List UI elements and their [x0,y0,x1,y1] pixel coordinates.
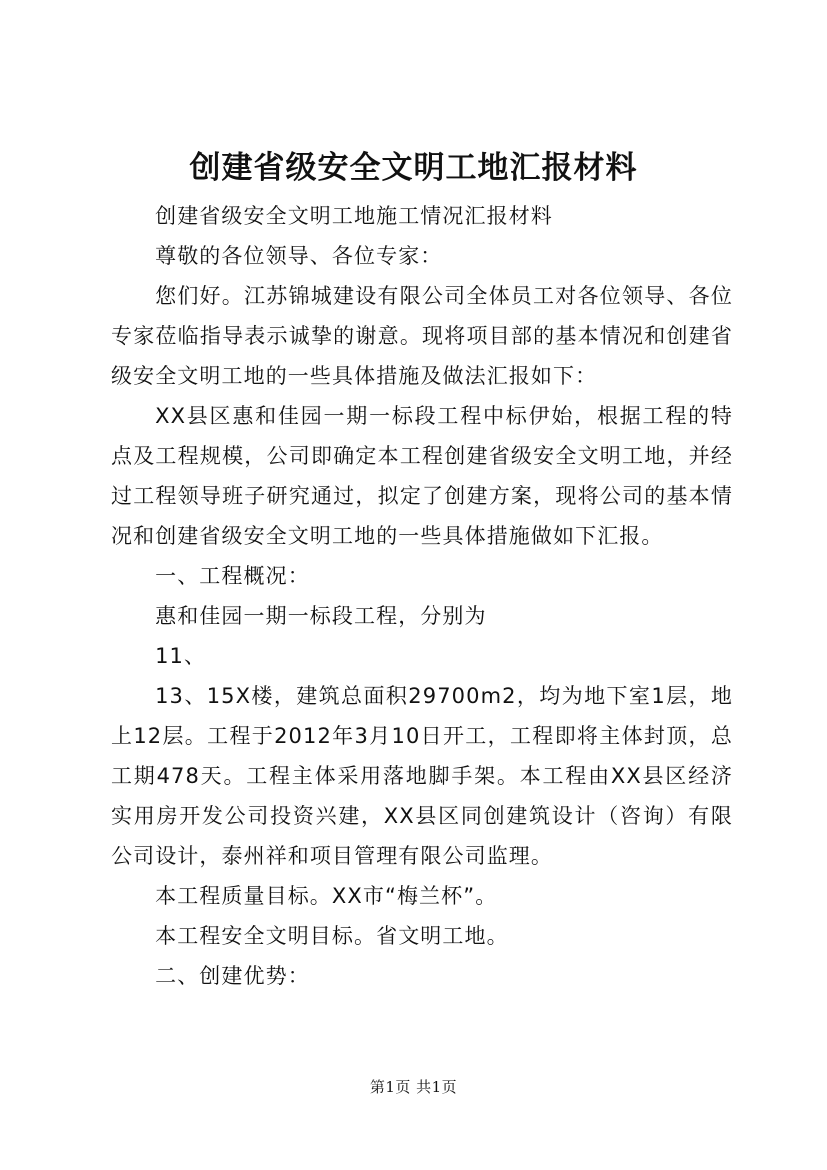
document-body [111,196,733,996]
paragraph-project: 惠和佳园一期一标段工程，分别为 [155,604,487,628]
section-heading-overview: 一、工程概况： [155,564,310,588]
paragraph-salutation: 尊敬的各位领导、各位专家： [155,244,443,268]
paragraph-building-details: 13、15X楼，建筑总面积29700m2，均为地下室1层，地上12层。工程于2012年3月10日开工，工程即将主体封顶，总工期478天。工程主体采用落地脚手架。本工程由XX县区经济实用房开发公司投资兴建，XX县区同创建筑设计（咨询）有限公司设计，泰州祥和项目管理有限公司监理。 [111,684,733,868]
paragraph-quality-goal: 本工程质量目标。XX市“梅兰杯”。 [155,884,498,908]
paragraph-subtitle: 创建省级安全文明工地施工情况汇报材料 [155,204,553,228]
document-title: 创建省级安全文明工地汇报材料 [189,150,638,186]
section-heading-advantages: 二、创建优势： [155,964,310,988]
paragraph-greeting: 您们好。江苏锦城建设有限公司全体员工对各位领导、各位专家莅临指导表示诚挚的谢意。现将项目部的基本情况和创建省级安全文明工地的一些具体措施及做法汇报如下： [111,284,733,388]
page-number: 第1页 共1页 [369,1078,458,1096]
paragraph-building-number: 11、 [155,644,207,668]
paragraph-safety-goal: 本工程安全文明目标。省文明工地。 [155,924,509,948]
paragraph-intro: XX县区惠和佳园一期一标段工程中标伊始，根据工程的特点及工程规模，公司即确定本工程创建省级安全文明工地，并经过工程领导班子研究通过，拟定了创建方案，现将公司的基本情况和创建省级安全文明工地的一些具体措施做如下汇报。 [111,404,733,548]
